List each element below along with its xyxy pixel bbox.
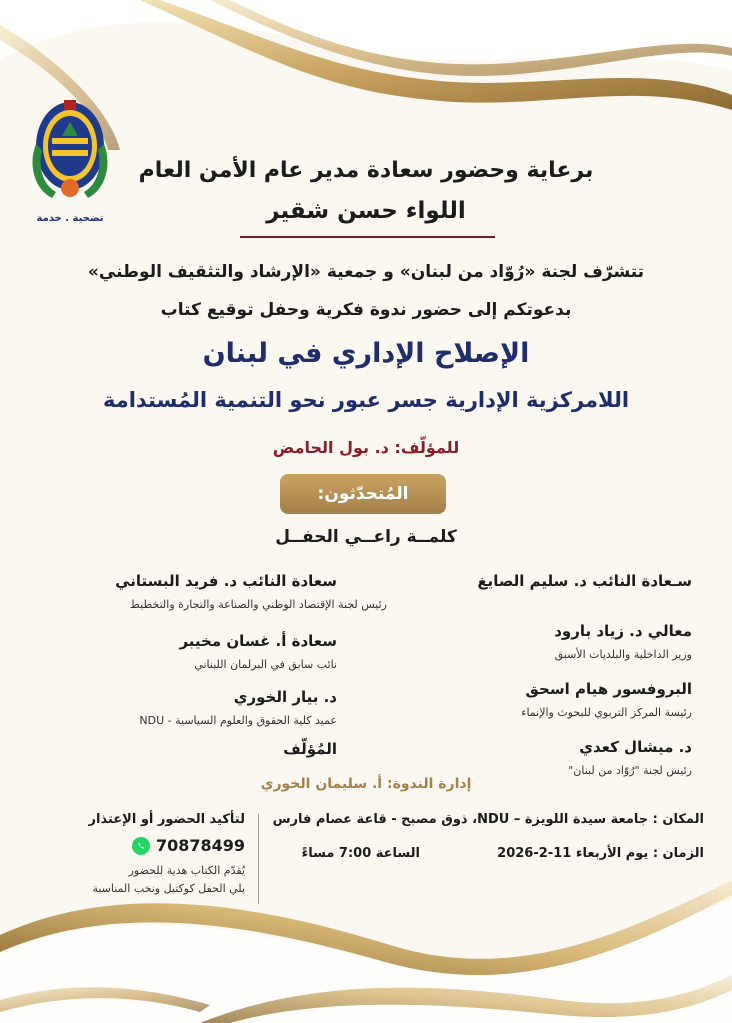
event-place: المكان : جامعة سيدة اللويزة – NDU، ذوق مصبح - قاعة عصام فارس — [272, 812, 704, 827]
book-title: الإصلاح الإداري في لبنان — [202, 338, 530, 369]
logo-motto: تضحية . خدمة — [36, 213, 104, 224]
rsvp-phone-row — [132, 836, 245, 855]
whatsapp-icon — [132, 837, 150, 855]
speaker-name: سـعادة النائب د. سليم الصايغ — [477, 572, 692, 590]
speaker-role: وزير الداخلية والبلديات الأسبق — [554, 648, 692, 661]
invitation-line-1: تتشرّف لجنة «رُوّاد من لبنان» و جمعية «الإرشاد والتثقيف الوطني» — [87, 262, 645, 282]
speaker-name: معالي د. زياد بارود — [554, 622, 692, 640]
book-subtitle: اللامركزية الإدارية جسر عبور نحو التنمية المُستدامة — [102, 388, 630, 412]
rsvp-phone[interactable]: 70878499 — [155, 836, 245, 855]
rsvp-note-gift: يُقدّم الكتاب هدية للحضور — [128, 864, 245, 877]
patron-name: اللواء حسن شقير — [266, 198, 466, 224]
speaker-name: سعادة النائب د. فريد البستاني — [115, 572, 337, 590]
vertical-divider — [258, 814, 259, 904]
rsvp-note-cocktail: يلي الحفل كوكتيل ونخب المناسبة — [92, 882, 245, 895]
general-security-logo — [28, 94, 112, 210]
speaker-role: عميد كلية الحقوق والعلوم السياسية - NDU — [139, 714, 337, 727]
speaker-name: د. ميشال كعدي — [579, 738, 692, 756]
invitation-line-2: بدعوتكم إلى حضور ندوة فكرية وحفل توقيع كتاب — [160, 300, 572, 320]
speakers-heading: المُتحدّثون: — [280, 474, 446, 514]
rsvp-title: لتأكيد الحضور أو الإعتذار — [88, 812, 245, 827]
moderator: إدارة الندوة: أ. سليمان الخوري — [260, 776, 472, 792]
speaker-role: رئيس لجنة "رُوّاد من لبنان" — [568, 764, 692, 777]
book-author: للمؤلّف: د. بول الحامض — [272, 438, 460, 457]
event-date: الزمان : يوم الأربعاء 11-2-2026 — [497, 846, 704, 861]
speaker-role: رئيسة المركز التربوي للبحوث والإنماء — [521, 706, 692, 719]
speaker-role: رئيس لجنة الإقتصاد الوطني والصناعة والتجارة والتخطيط — [129, 598, 387, 611]
speaker-name: البروفسور هيام اسحق — [525, 680, 692, 698]
patron-speech: كلمــة راعــي الحفــل — [275, 527, 457, 547]
divider-line — [240, 236, 495, 238]
speaker-role: نائب سابق في البرلمان اللبناني — [194, 658, 337, 671]
speaker-name: د. بيار الخوري — [233, 688, 337, 706]
patronage-line: برعاية وحضور سعادة مدير عام الأمن العام — [138, 158, 594, 183]
speaker-name: المُؤلّف — [283, 740, 337, 758]
event-time: الساعة 7:00 مساءً — [301, 846, 420, 861]
speaker-name: سعادة أ. غسان مخيبر — [179, 632, 337, 650]
